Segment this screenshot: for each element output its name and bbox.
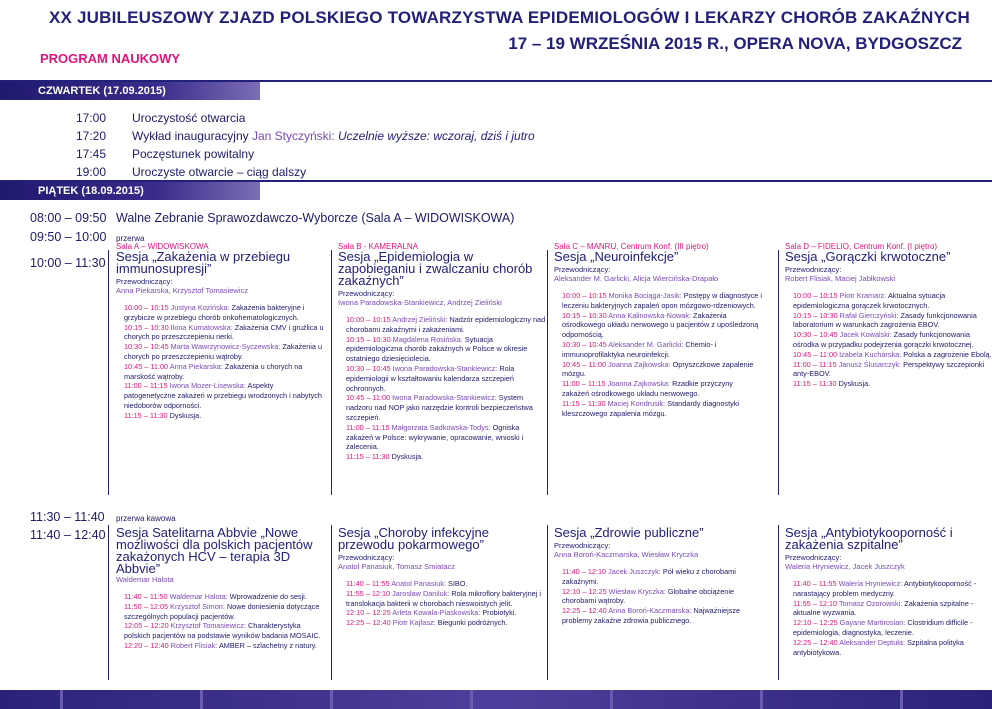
- talk-time: 12:10 – 12:25: [793, 618, 838, 628]
- talk-time: 12:05 – 12:20: [124, 621, 169, 631]
- chairs-label: Przewodniczący:: [116, 277, 173, 286]
- talk-item: [124, 303, 324, 323]
- talk-item: [124, 621, 324, 641]
- speaker-name: Jan Styczyński:: [251, 129, 335, 143]
- talk-list: [554, 291, 762, 418]
- talk-item: [346, 618, 546, 628]
- day-label: CZWARTEK (17.09.2015): [38, 85, 166, 97]
- talk-title: Zakażenia u chorych po przeszczepieniu wątroby.: [124, 342, 323, 361]
- talk-item: [346, 608, 546, 618]
- talk-time: 10:30 – 10:45: [124, 342, 169, 352]
- conference-title: XX JUBILEUSZOWY ZJAZD POLSKIEGO TOWARZYSTWA EPIDEMIOLOGÓW I LEKARZY CHORÓB ZAKAŹNYCH: [49, 8, 970, 27]
- talk-item: [124, 381, 324, 410]
- talk-time: 11:15 – 11:30: [346, 452, 390, 462]
- session-column: [554, 242, 762, 418]
- talk-title: Biegunki podróżnych.: [437, 618, 508, 628]
- program-label: PROGRAM NAUKOWY: [40, 51, 181, 66]
- chairs-label: Przewodniczący:: [338, 553, 395, 562]
- talk-time: 11:00 – 11:15: [793, 359, 837, 369]
- talk-item: [562, 399, 762, 419]
- talk-item: [562, 360, 762, 380]
- room-label: Sala C – MANRU, Centrum Konf. (III piętro): [554, 242, 709, 251]
- talk-item: [562, 606, 762, 626]
- talk-time: 11:40 – 11:55: [346, 579, 390, 588]
- talk-item: [124, 323, 324, 343]
- talk-title: AMBER – szlachetny z natury.: [218, 640, 317, 650]
- talk-title: Rzadkie przyczyny zakażeń ośrodkowego układu nerwowego.: [562, 379, 733, 398]
- talk-time: 10:15 – 10:30: [562, 310, 607, 320]
- talk-item: [793, 330, 992, 350]
- talk-item: [124, 411, 324, 421]
- thursday-schedule: [76, 111, 535, 183]
- break2-time: 11:30 – 11:40: [30, 510, 105, 524]
- talk-item: [124, 602, 324, 622]
- talk-title: Dyskusja.: [169, 410, 202, 420]
- talk-title: Szpitalna polityka antybiotykowa.: [793, 637, 964, 657]
- talk-time: 12:25 – 12:40: [562, 606, 607, 616]
- talk-speaker: Monika Bociąga-Jasik:: [608, 291, 682, 300]
- day-label: PIĄTEK (18.09.2015): [38, 185, 144, 197]
- chairs-names: Anna Boroń-Kaczmarska, Wiesław Kryczka: [554, 550, 699, 559]
- session-column: [116, 242, 324, 421]
- talk-title: Wprowadzenie do sesji.: [229, 592, 307, 601]
- talk-speaker: Tomasz Ozorowski:: [839, 598, 903, 608]
- schedule-row: [76, 147, 535, 161]
- schedule-text: Uroczystość otwarcia: [132, 111, 246, 125]
- talk-speaker: Jarosław Daniluk:: [392, 588, 450, 598]
- talk-title: Nadzór epidemiologiczny nad chorobami zakaźnymi i zakażeniami.: [346, 315, 546, 334]
- talk-title: Zakażenia ośrodkowego układu nerwowego u pacjentów z upośledzoną odpornością.: [562, 310, 759, 340]
- talk-title: SIBO.: [447, 579, 468, 588]
- schedule-row: [76, 165, 535, 179]
- talk-speaker: Anna Piekarska:: [169, 361, 223, 371]
- talk-title: System nadzoru nad NOP jako narzędzie kontroli bezpieczeństwa szczepień.: [346, 393, 533, 422]
- talk-speaker: Ilona Kurnatowska:: [170, 322, 233, 332]
- talk-speaker: Wiesław Kryczka:: [608, 586, 666, 596]
- talk-list: [338, 315, 546, 462]
- talk-item: [793, 311, 992, 331]
- talk-time: 10:45 – 11:00: [124, 361, 169, 371]
- talk-title: Rola mikroflory bakteryjnej i translokacja bakterii w chorobach nieswoistych jelit.: [346, 588, 541, 608]
- chairs-label: Przewodniczący:: [554, 541, 611, 550]
- talk-item: [562, 311, 762, 340]
- talk-item: [562, 340, 762, 360]
- talk-time: 12:10 – 12:25: [562, 586, 607, 596]
- break2-row: [30, 508, 176, 526]
- schedule-row: [76, 111, 535, 125]
- talk-item: [346, 423, 546, 452]
- talk-item: [124, 342, 324, 362]
- talk-speaker: Marta Wawrzynowicz-Syczewska:: [170, 342, 281, 352]
- talk-item: [562, 291, 762, 311]
- column-separator: [331, 250, 332, 495]
- chairs-label: Przewodniczący:: [338, 289, 395, 298]
- column-separator: [547, 525, 548, 680]
- schedule-time: 19:00: [76, 165, 107, 179]
- talk-speaker: Rafał Gierczyński:: [839, 310, 899, 320]
- talk-speaker: Iwona Mozer-Lisewska:: [169, 381, 246, 391]
- talk-item: [793, 379, 992, 389]
- talk-speaker: Anna Kalinowska-Nowak:: [608, 310, 692, 320]
- talk-item: [793, 638, 992, 658]
- session-title: Sesja „Zdrowie publiczne”: [554, 525, 704, 540]
- talk-time: 11:40 – 11:50: [124, 592, 168, 601]
- talk-speaker: Izabela Kucharska:: [839, 349, 902, 359]
- talk-title: Opryszczkowe zapalenie mózgu.: [562, 359, 754, 379]
- block1-time: 10:00 – 11:30: [30, 256, 106, 270]
- talk-time: 10:00 – 10:15: [346, 315, 391, 324]
- day-header-friday: [0, 182, 260, 200]
- talk-title: Nowe doniesienia dotyczące szczególnych populacji pacjentów.: [124, 601, 320, 621]
- session-title: Sesja „Gorączki krwotoczne”: [785, 249, 951, 264]
- talk-item: [346, 364, 546, 393]
- talk-time: 12:10 – 12:25: [346, 608, 391, 618]
- talk-time: 11:55 – 12:10: [793, 598, 838, 608]
- session-title: Sesja „Zakażenia w przebiegu immunosupresji”: [116, 249, 291, 276]
- talk-title: Zasady funkcjonowania laboratorium w warunkach zagrożenia EBOV.: [793, 310, 977, 330]
- talk-title: Rola epidemiologii w kształtowaniu kalendarza szczepień ochronnych.: [346, 363, 515, 393]
- schedule-row: [76, 129, 535, 143]
- room-label: Sala D – FIDELIO, Centrum Konf. (I piętro): [785, 242, 938, 251]
- talk-title: Aspekty patogenetyczne zakażeń w przebiegu wrodzonych i nabytych niedoborów odporności.: [124, 381, 322, 410]
- session-column: [116, 527, 324, 651]
- talk-title: Zakażenia szpitalne - aktualne wyzwania.: [793, 598, 974, 618]
- talk-item: [793, 360, 992, 380]
- session-column: [338, 242, 546, 462]
- break1-time: 09:50 – 10:00: [30, 230, 107, 244]
- day-header-thursday: [0, 82, 260, 100]
- talk-time: 10:15 – 10:30: [793, 310, 838, 320]
- chairs-names: Anatol Panasiuk, Tomasz Smiatacz: [338, 562, 456, 571]
- schedule-text: Poczęstunek powitalny: [132, 147, 255, 161]
- talk-speaker: Robert Flisiak:: [170, 640, 218, 650]
- talk-title: Dyskusja.: [838, 379, 871, 389]
- talk-time: 12:25 – 12:40: [793, 637, 838, 647]
- talk-item: [346, 335, 546, 364]
- talk-speaker: Aleksander Deptuła:: [839, 637, 905, 647]
- column-separator: [108, 250, 109, 495]
- talk-title: Standardy diagnostyki kleszczowego zapalenia mózgu.: [562, 398, 740, 418]
- block2-time: 11:40 – 12:40: [30, 528, 106, 542]
- talk-title: Globalne obciążenie chorobami wątroby.: [562, 586, 734, 606]
- talk-time: 11:40 – 11:55: [793, 579, 837, 588]
- talk-time: 10:30 – 10:45: [346, 363, 391, 373]
- talk-speaker: Piotr Kramarz:: [839, 291, 887, 300]
- talk-time: 10:45 – 11:00: [346, 393, 391, 403]
- talk-time: 11:15 – 11:30: [124, 410, 168, 420]
- chairs-names: Waleria Hryniewicz, Jacek Juszczyk: [785, 562, 905, 571]
- talk-speaker: Andrzej Zieliński:: [392, 315, 448, 324]
- talk-time: 11:55 – 12:10: [346, 588, 391, 598]
- talk-item: [793, 579, 992, 599]
- column-separator: [778, 250, 779, 495]
- talk-item: [346, 452, 546, 462]
- talk-title: Sytuacja epidemiologiczna chorób zakaźnych w Polsce w okresie ostatniego dziesięciolecia.: [346, 334, 528, 364]
- session-title: Sesja „Antybiotykooporność i zakażenia szpitalne”: [785, 525, 953, 552]
- talk-item: [124, 592, 324, 602]
- session-title: Sesja „Choroby infekcyjne przewodu pokarmowego”: [338, 525, 490, 552]
- conference-dates: 17 – 19 WRZEŚNIA 2015 R., OPERA NOVA, BYDGOSZCZ: [508, 34, 962, 53]
- column-separator: [547, 250, 548, 495]
- talk-time: 10:30 – 10:45: [793, 330, 838, 340]
- session-column: [338, 527, 546, 628]
- talk-speaker: Iwona Paradowska-Stankiewicz:: [392, 393, 497, 403]
- chairs-names: Waldemar Halota: [116, 575, 174, 584]
- talk-item: [346, 589, 546, 609]
- schedule-time: 17:20: [76, 129, 107, 143]
- talk-item: [562, 567, 762, 587]
- break1-text: przerwa: [116, 234, 145, 243]
- room-label: Sala A – WIDOWISKOWA: [116, 242, 209, 251]
- talk-speaker: Jacek Juszczyk:: [608, 567, 661, 576]
- talk-title: Ogniska zakażeń w Polsce: wykrywanie, opracowanie, wnioski i zalecenia.: [346, 422, 524, 452]
- talk-time: 12:25 – 12:40: [346, 618, 391, 628]
- talk-time: 10:00 – 10:15: [562, 291, 607, 300]
- talk-list: [785, 291, 992, 389]
- talk-title: Polska a zagrożenie Ebolą.: [903, 349, 992, 359]
- talk-speaker: Janusz Ślusarczyk:: [838, 359, 902, 369]
- chairs-names: Robert Flisiak, Maciej Jabłkowski: [785, 274, 896, 283]
- talk-title: Aktualna sytuacja epidemiologiczna gorączek krwotocznych.: [793, 291, 946, 310]
- talk-title: Antybiotykooporność - narastający problem medyczny.: [793, 579, 977, 598]
- talk-time: 11:40 – 12:10: [562, 567, 607, 576]
- talk-title: Zasady funkcjonowania ośrodka w przypadku podejrzenia gorączki krwotocznej.: [793, 330, 974, 349]
- talk-title: Chemio- i immunoprofilaktyka neuroinfekcji.: [562, 339, 717, 359]
- talk-item: [793, 291, 992, 311]
- talk-item: [346, 579, 546, 589]
- talk-title: Zakażenia CMV i gruźlica u chorych po przeszczepieniu nerki.: [124, 322, 324, 342]
- talk-speaker: Magdalena Rosińska:: [392, 334, 463, 344]
- talk-title: Pół wieku z chorobami zakaźnymi.: [562, 567, 736, 586]
- talk-speaker: Waleria Hryniewicz:: [838, 579, 903, 588]
- session-column: [554, 527, 762, 626]
- break2-text: przerwa kawowa: [116, 514, 176, 523]
- walne-time: 08:00 – 09:50: [30, 211, 107, 225]
- talk-time: 10:45 – 11:00: [562, 359, 607, 369]
- schedule-text: Uroczyste otwarcie – ciąg dalszy: [132, 165, 307, 179]
- talk-speaker: Aleksander M. Garlicki:: [608, 339, 684, 349]
- chairs-label: Przewodniczący:: [785, 553, 842, 562]
- talk-item: [793, 618, 992, 638]
- footer-band: [0, 690, 992, 709]
- talk-speaker: Joanna Zajkowska:: [607, 379, 671, 389]
- talk-time: 10:45 – 11:00: [793, 349, 838, 359]
- talk-list: [554, 567, 762, 626]
- talk-item: [793, 350, 992, 360]
- talk-item: [562, 379, 762, 399]
- chairs-names: Iwona Paradowska-Stankiewicz, Andrzej Zieliński: [338, 298, 502, 307]
- talk-item: [346, 315, 546, 335]
- talk-time: 11:15 – 11:30: [793, 379, 837, 389]
- room-label: Sala B - KAMERALNA: [338, 242, 419, 251]
- talk-speaker: Gayane Martirosian:: [839, 618, 906, 628]
- talk-title: Perspektywy szczepionki anty-EBOV.: [793, 359, 985, 379]
- column-separator: [778, 525, 779, 680]
- talk-item: [124, 362, 324, 382]
- talk-list: [116, 303, 324, 421]
- talk-speaker: Maciej Kondrusik:: [607, 398, 666, 408]
- column-separator: [331, 525, 332, 680]
- talk-speaker: Krzysztof Tomasiewicz:: [170, 621, 246, 631]
- talk-item: [793, 599, 992, 619]
- talk-item: [562, 587, 762, 607]
- session-column: [785, 242, 992, 389]
- session-title: Sesja „Epidemiologia w zapobieganiu i zwalczaniu chorób zakaźnych”: [338, 249, 533, 288]
- talk-time: 10:30 – 10:45: [562, 339, 607, 349]
- session-title: Sesja Satelitarna Abbvie „Nowe możliwości dla polskich pacjentów zakażonych HCV – terapia 3D Abbvie”: [116, 525, 313, 576]
- session-title: Sesja „Neuroinfekcje”: [554, 249, 679, 264]
- talk-title: Probiotyki.: [482, 608, 517, 618]
- talk-time: 10:15 – 10:30: [346, 334, 391, 344]
- talk-title: Postępy w diagnostyce i leczeniu bakteryjnych zapaleń opon mózgowo-rdzeniowych.: [562, 291, 762, 310]
- session-column: [785, 527, 992, 657]
- talk-title: Charakterystyka polskich pacjentów na podstawie wyników badania MOSAIC.: [124, 621, 321, 641]
- talk-item: [124, 641, 324, 651]
- talk-time: 10:00 – 10:15: [793, 291, 838, 300]
- talk-title: Zakażenia bakteryjne i grzybicze w przebiegu chorób onkohematologicznych.: [124, 303, 305, 322]
- talk-title: Clostridium difficile - epidemiologia, diagnostyka, leczenie.: [793, 618, 973, 637]
- talk-list: [116, 592, 324, 651]
- talk-speaker: Małgorzata Sadkowska-Todys:: [391, 422, 491, 432]
- talk-time: 11:50 – 12:05: [124, 601, 169, 611]
- chairs-names: Anna Piekarska, Krzysztof Tomasiewicz: [116, 286, 248, 295]
- talk-time: 11:00 – 11:15: [124, 381, 168, 391]
- schedule-text: Wykład inauguracyjny: [132, 129, 252, 143]
- talk-time: 11:15 – 11:30: [562, 398, 606, 408]
- walne-row: [30, 211, 514, 225]
- schedule-time: 17:00: [76, 111, 107, 125]
- talk-time: 11:00 – 11:15: [562, 379, 606, 389]
- talk-speaker: Joanna Zajkowska:: [608, 359, 671, 369]
- talk-speaker: Jacek Kowalski:: [839, 330, 892, 340]
- walne-text: Walne Zebranie Sprawozdawczo-Wyborcze (Sala A – WIDOWISKOWA): [116, 211, 515, 225]
- talk-speaker: Piotr Kajfasz:: [392, 618, 436, 628]
- chairs-label: Przewodniczący:: [554, 265, 611, 274]
- talk-time: 11:00 – 11:15: [346, 422, 390, 432]
- talk-speaker: Justyna Kozińska:: [170, 303, 230, 312]
- lecture-title: Uczelnie wyższe: wczoraj, dziś i jutro: [334, 129, 535, 143]
- talk-speaker: Arleta Kowala-Piaskowska:: [392, 608, 481, 618]
- talk-title: Najważniejsze problemy zakaźne zdrowia publicznego.: [562, 606, 741, 625]
- talk-title: Zakażenia u chorych na marskość wątroby.: [124, 361, 303, 381]
- talk-time: 10:00 – 10:15: [124, 303, 169, 312]
- talk-time: 12:20 – 12:40: [124, 640, 169, 650]
- schedule-time: 17:45: [76, 147, 107, 161]
- chairs-label: Przewodniczący:: [785, 265, 842, 274]
- talk-item: [346, 393, 546, 422]
- talk-title: Dyskusja.: [391, 452, 424, 462]
- column-separator: [108, 525, 109, 680]
- talk-list: [785, 579, 992, 657]
- talk-speaker: Anna Boroń-Kaczmarska:: [608, 606, 692, 616]
- talk-time: 10:15 – 10:30: [124, 322, 169, 332]
- talk-speaker: Iwona Paradowska-Stankiewicz:: [392, 363, 498, 373]
- chairs-names: Aleksander M. Garlicki, Alicja Wiercińska-Drapało: [554, 274, 719, 283]
- talk-speaker: Krzysztof Simon:: [170, 601, 225, 611]
- talk-speaker: Anatol Panasiuk:: [391, 579, 446, 588]
- talk-list: [338, 579, 546, 628]
- talk-speaker: Waldemar Halota:: [169, 592, 228, 601]
